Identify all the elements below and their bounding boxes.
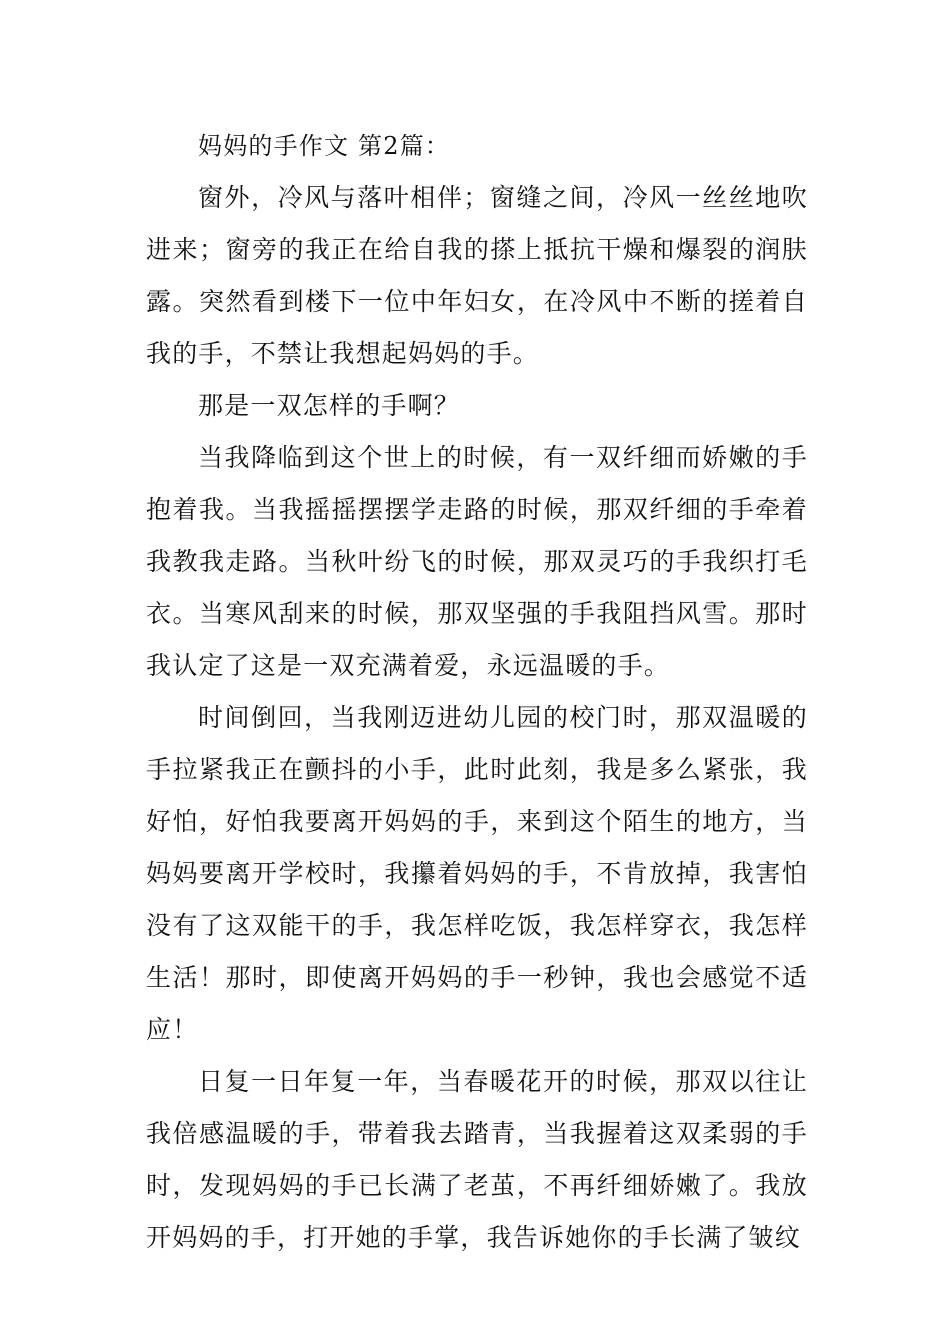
paragraph-question: 那是一双怎样的手啊？	[198, 391, 461, 420]
paragraph-birth: 当我降临到这个世上的时候，有一双纤细而娇嫩的手抱着我。当我摇摇摆摆学走路的时候，那双纤细的手牵着我教我走路。当秋叶纷飞的时候，那双灵巧的手我织打毛衣。当寒风刮来的时候，那双坚强的手我阻挡风雪。那时我认定了这是一双充满着爱，永远温暖的手。	[146, 443, 808, 680]
paragraph-window: 窗外，冷风与落叶相伴；窗缝之间，冷风一丝丝地吹进来；窗旁的我正在给自我的搽上抵抗干燥和爆裂的润肤露。突然看到楼下一位中年妇女，在冷风中不断的搓着自我的手，不禁让我想起妈妈的手。	[146, 183, 808, 368]
paragraph-kindergarten: 时间倒回，当我刚迈进幼儿园的校门时，那双温暖的手拉紧我正在颤抖的小手，此时此刻，我是多么紧张，我好怕，好怕我要离开妈妈的手，来到这个陌生的地方，当妈妈要离开学校时，我攥着妈妈的手，不肯放掉，我害怕没有了这双能干的手，我怎样吃饭，我怎样穿衣，我怎样生活！那时，即使离开妈妈的手一秒钟，我也会感觉不适应！	[146, 703, 808, 1044]
paragraph-years: 日复一日年复一年，当春暖花开的时候，那双以往让我倍感温暖的手，带着我去踏青，当我握着这双柔弱的手时，发现妈妈的手已长满了老茧，不再纤细娇嫩了。我放开妈妈的手，打开她的手掌，我告诉她你的手长满了皱纹	[146, 1067, 808, 1252]
document-body	[146, 120, 808, 1264]
essay-title: 妈妈的手作文 第2篇：	[198, 132, 451, 160]
